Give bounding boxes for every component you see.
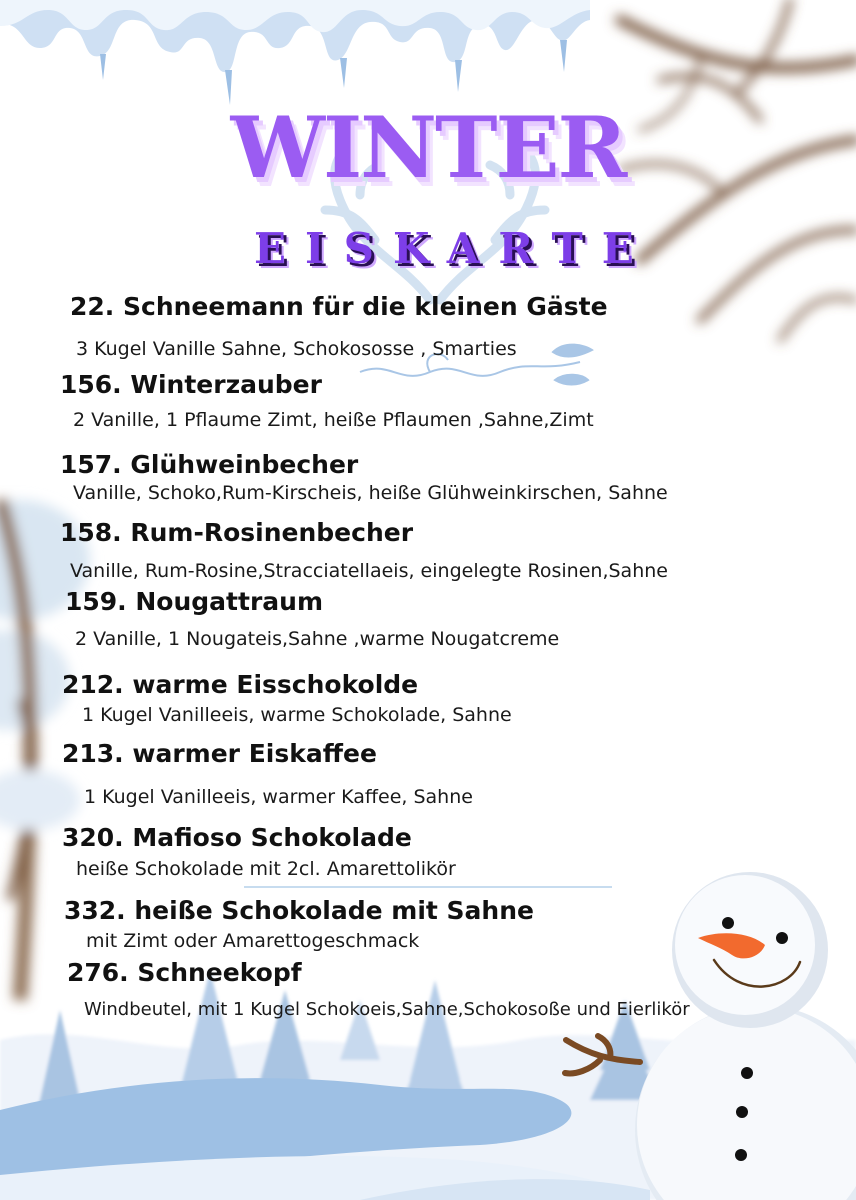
menu-item-name: 320. Mafioso Schokolade (62, 823, 412, 852)
menu-item-description: 1 Kugel Vanilleeis, warmer Kaffee, Sahne (84, 786, 473, 808)
menu-item-name: 156. Winterzauber (60, 370, 322, 399)
menu-item-name: 158. Rum-Rosinenbecher (60, 518, 414, 547)
menu-subtitle: EISKARTE (254, 224, 653, 273)
menu-item-description: Windbeutel, mit 1 Kugel Schokoeis,Sahne,Schokosoße und Eierlikör (84, 999, 690, 1020)
menu-item-name: 213. warmer Eiskaffee (62, 739, 377, 768)
menu-item-description: heiße Schokolade mit 2cl. Amarettolikör (76, 858, 456, 880)
menu-item-description: mit Zimt oder Amarettogeschmack (86, 930, 420, 952)
menu-item-name: 276. Schneekopf (67, 958, 302, 987)
menu-item-description: 1 Kugel Vanilleeis, warme Schokolade, Sahne (82, 704, 512, 726)
menu-title: WINTER (230, 98, 626, 197)
menu-item-name: 157. Glühweinbecher (60, 450, 359, 479)
menu-item-name: 159. Nougattraum (65, 587, 323, 616)
menu-item-description: Vanille, Rum-Rosine,Stracciatellaeis, eingelegte Rosinen,Sahne (70, 560, 668, 582)
menu-item-description: 2 Vanille, 1 Nougateis,Sahne ,warme Nougatcreme (75, 628, 560, 650)
menu-item-name: 212. warme Eisschokolde (62, 670, 419, 699)
menu-item-description: 2 Vanille, 1 Pflaume Zimt, heiße Pflaumen ,Sahne,Zimt (73, 409, 594, 431)
menu-item-name: 22. Schneemann für die kleinen Gäste (70, 292, 608, 321)
menu-item-name: 332. heiße Schokolade mit Sahne (64, 896, 534, 925)
menu-item-description: 3 Kugel Vanille Sahne, Schokososse , Smarties (76, 338, 517, 360)
menu-item-description: Vanille, Schoko,Rum-Kirscheis, heiße Glühweinkirschen, Sahne (73, 482, 668, 504)
icicle-snow-border (0, 0, 590, 105)
